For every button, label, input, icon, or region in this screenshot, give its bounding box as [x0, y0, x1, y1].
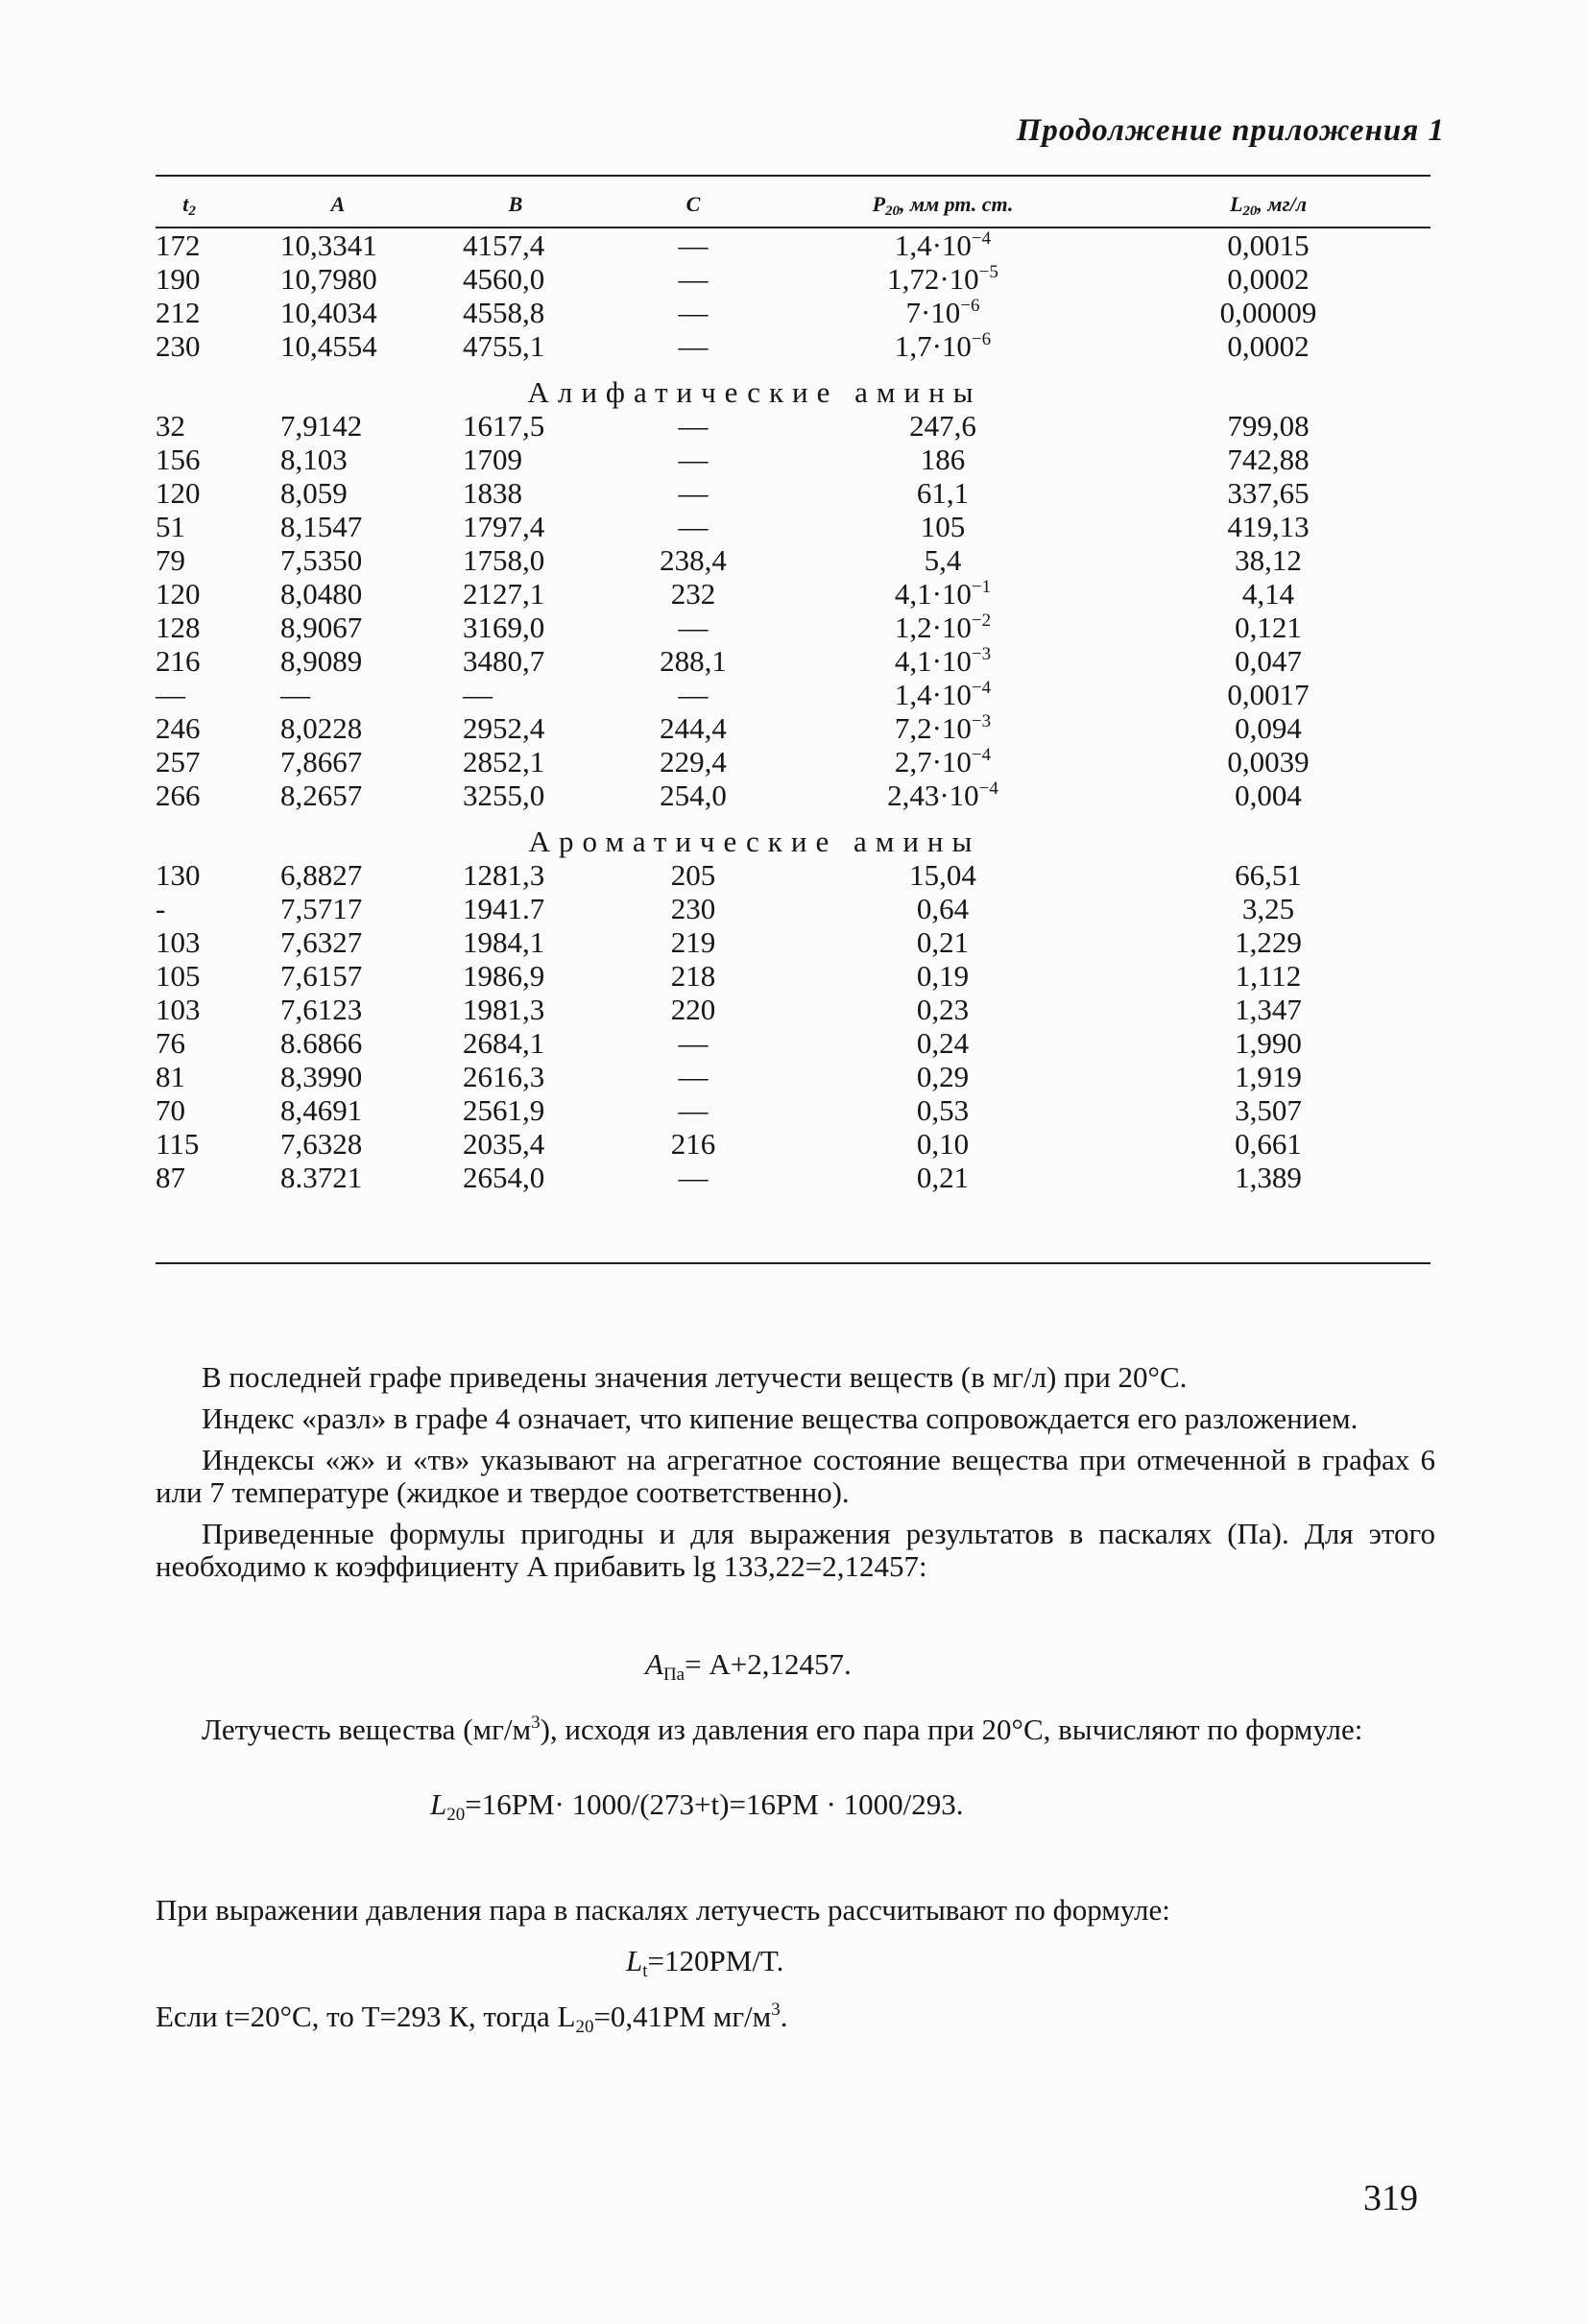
- pascal-paragraph: При выражении давления пара в паскалях летучесть рассчитывают по формуле:: [156, 1893, 1170, 1927]
- cell-t: 70: [156, 1093, 185, 1127]
- cell-p: 105: [920, 510, 966, 543]
- cell-l: 337,65: [1227, 476, 1310, 510]
- cell-t: 79: [156, 543, 185, 577]
- cell-b: 2616,3: [463, 1060, 545, 1093]
- cell-c: —: [678, 1026, 709, 1060]
- cell-a: 7,5717: [280, 892, 363, 925]
- cell-p: $1,2\cdot 10^{-2}$: [894, 611, 992, 644]
- cell-a: 8.3721: [280, 1161, 363, 1194]
- page-number: 319: [1363, 2178, 1418, 2218]
- cell-t: 120: [156, 577, 201, 611]
- cell-t: 156: [156, 443, 201, 476]
- table-row: [156, 858, 1431, 892]
- cell-l: 0,004: [1235, 779, 1302, 812]
- cell-l: 1,112: [1235, 959, 1302, 993]
- cell-p: 0,19: [916, 959, 970, 993]
- formula-a-pa: $A_{Па}= A+2,12457$.: [645, 1647, 852, 1685]
- cell-l: 66,51: [1235, 858, 1302, 892]
- section-aliphatic-amines: [156, 374, 1431, 409]
- table-row: [156, 476, 1431, 510]
- section-aromatic-amines: [156, 824, 1431, 858]
- volatility-table: [156, 184, 1431, 1194]
- table-row: [156, 1060, 1431, 1093]
- cell-b: 2852,1: [463, 745, 545, 779]
- cell-p: $1,7\cdot 10^{-6}$: [894, 329, 992, 363]
- table-header-row: [156, 184, 1431, 228]
- cell-a: 8,9067: [280, 611, 363, 644]
- cell-l: 799,08: [1227, 409, 1310, 443]
- notes-block: [156, 1360, 1435, 1592]
- cell-b: 4558,8: [463, 296, 545, 329]
- table-row: [156, 1161, 1431, 1194]
- cell-p: 0,23: [916, 993, 970, 1026]
- cell-c: —: [678, 510, 709, 543]
- cell-c: —: [678, 296, 709, 329]
- cell-t: 120: [156, 476, 201, 510]
- table-row: [156, 745, 1431, 779]
- cell-t: 172: [156, 228, 201, 262]
- table-row: [156, 611, 1431, 644]
- cell-t: —: [156, 678, 185, 711]
- cell-p: $7\cdot 10^{-6}$: [905, 296, 980, 329]
- cell-l: 3,25: [1241, 892, 1295, 925]
- cell-b: 1984,1: [463, 925, 545, 959]
- table-row: [156, 543, 1431, 577]
- cell-l: 0,0002: [1227, 329, 1310, 363]
- cell-b: 2035,4: [463, 1127, 545, 1161]
- cell-a: 6,8827: [280, 858, 363, 892]
- cell-l: 0,00009: [1219, 296, 1317, 329]
- cell-c: —: [678, 228, 709, 262]
- cell-b: 1838: [463, 476, 522, 510]
- header-b: B: [508, 191, 523, 216]
- section-aromatic-amines-label: Ароматические амины: [528, 824, 981, 858]
- note-2: Индекс «разл» в графе 4 означает, что кипение вещества сопровождается его разложением.: [202, 1402, 1359, 1435]
- cell-t: -: [156, 892, 166, 925]
- cell-b: 4157,4: [463, 228, 545, 262]
- cell-p: 0,21: [916, 925, 970, 959]
- header-p20: $P_{20}$, мм рт. ст.: [872, 191, 1014, 219]
- cell-c: —: [678, 476, 709, 510]
- cell-b: 3169,0: [463, 611, 545, 644]
- cell-a: 7,6123: [280, 993, 363, 1026]
- cell-c: 218: [670, 959, 716, 993]
- cell-l: 1,229: [1235, 925, 1302, 959]
- cell-l: 0,0002: [1227, 262, 1310, 296]
- header-t2: $t_2$: [182, 191, 196, 219]
- cell-a: 7,6327: [280, 925, 363, 959]
- cell-p: 0,24: [916, 1026, 970, 1060]
- cell-t: 230: [156, 329, 201, 363]
- cell-t: 246: [156, 711, 201, 745]
- cell-a: 8,103: [280, 443, 348, 476]
- cell-a: 7,5350: [280, 543, 363, 577]
- page-header: Продолжение приложения 1: [1016, 113, 1445, 148]
- cell-a: 10,4554: [280, 329, 377, 363]
- cell-l: 38,12: [1235, 543, 1302, 577]
- cell-a: 8,1547: [280, 510, 363, 543]
- cell-c: —: [678, 262, 709, 296]
- cell-l: 3,507: [1235, 1093, 1302, 1127]
- cell-p: 0,10: [916, 1127, 970, 1161]
- cell-p: $1,4\cdot 10^{-4}$: [894, 228, 992, 262]
- cell-t: 128: [156, 611, 201, 644]
- table-row: [156, 1127, 1431, 1161]
- cell-b: 2561,9: [463, 1093, 545, 1127]
- cell-t: 216: [156, 644, 201, 678]
- cell-p: 0,53: [916, 1093, 970, 1127]
- cell-b: 2684,1: [463, 1026, 545, 1060]
- formula-l20: $L_{20}=16PM\cdot 1000/(273+t)=16PM \cdot 1000/293$.: [430, 1787, 964, 1825]
- cell-l: 0,0015: [1227, 228, 1310, 262]
- cell-c: 229,4: [660, 745, 727, 779]
- cell-c: —: [678, 329, 709, 363]
- cell-p: 247,6: [909, 409, 976, 443]
- table-row: [156, 993, 1431, 1026]
- cell-l: 0,661: [1235, 1127, 1302, 1161]
- volatility-paragraph: Летучесть вещества $(мг/м^3)$, исходя из давления его пара при 20°С, вычисляют по формуле:: [202, 1713, 1363, 1746]
- cell-c: —: [678, 409, 709, 443]
- cell-p: $7,2\cdot 10^{-3}$: [894, 711, 992, 745]
- cell-p: 0,29: [916, 1060, 970, 1093]
- table-row: [156, 678, 1431, 711]
- cell-c: 232: [670, 577, 716, 611]
- cell-b: 1981,3: [463, 993, 545, 1026]
- cell-c: 216: [670, 1127, 716, 1161]
- table-row: [156, 644, 1431, 678]
- cell-c: 288,1: [660, 644, 727, 678]
- table-row: [156, 711, 1431, 745]
- cell-p: $1,4\cdot 10^{-4}$: [894, 678, 992, 711]
- cell-c: 219: [670, 925, 716, 959]
- table-row: [156, 510, 1431, 543]
- cell-t: 103: [156, 993, 201, 1026]
- note-1: В последней графе приведены значения летучести веществ (в мг/л) при 20°С.: [202, 1360, 1188, 1394]
- cell-a: 10,4034: [280, 296, 377, 329]
- cell-p: $2,7\cdot 10^{-4}$: [894, 745, 992, 779]
- cell-t: 190: [156, 262, 201, 296]
- cell-l: 419,13: [1227, 510, 1310, 543]
- cell-l: 0,094: [1235, 711, 1302, 745]
- header-a: A: [330, 191, 346, 216]
- cell-a: 8,3990: [280, 1060, 363, 1093]
- cell-t: 212: [156, 296, 201, 329]
- cell-a: 8,0480: [280, 577, 363, 611]
- cell-c: 230: [670, 892, 716, 925]
- table-row: [156, 443, 1431, 476]
- cell-a: 8,9089: [280, 644, 363, 678]
- cell-b: 1941.7: [463, 892, 545, 925]
- header-c: C: [685, 191, 701, 216]
- cell-a: 7,6157: [280, 959, 363, 993]
- table-row: [156, 296, 1431, 329]
- table-row: [156, 925, 1431, 959]
- cell-b: —: [463, 678, 493, 711]
- cell-l: 0,0039: [1227, 745, 1310, 779]
- cell-b: 2654,0: [463, 1161, 545, 1194]
- cell-p: $4,1\cdot 10^{-1}$: [894, 577, 992, 611]
- cell-t: 76: [156, 1026, 185, 1060]
- cell-c: —: [678, 1093, 709, 1127]
- cell-l: 0,121: [1235, 611, 1302, 644]
- cell-b: 2952,4: [463, 711, 545, 745]
- cell-p: 0,21: [916, 1161, 970, 1194]
- cell-b: 4755,1: [463, 329, 545, 363]
- cell-p: 61,1: [916, 476, 970, 510]
- table-row: [156, 577, 1431, 611]
- cell-t: 105: [156, 959, 201, 993]
- cell-t: 115: [156, 1127, 200, 1161]
- cell-p: 186: [920, 443, 966, 476]
- cell-b: 2127,1: [463, 577, 545, 611]
- cell-l: 4,14: [1241, 577, 1295, 611]
- table-row: [156, 329, 1431, 363]
- cell-b: 1617,5: [463, 409, 545, 443]
- cell-c: 244,4: [660, 711, 727, 745]
- cell-l: 1,389: [1235, 1161, 1302, 1194]
- cell-b: 4560,0: [463, 262, 545, 296]
- cell-p: 15,04: [909, 858, 976, 892]
- cell-l: 1,347: [1235, 993, 1302, 1026]
- cell-b: 1281,3: [463, 858, 545, 892]
- header-l20: $L_{20}$, мг/л: [1229, 191, 1308, 219]
- note-3: Индексы «ж» и «тв» указывают на агрегатное состояние вещества при отмеченной в графах 6 или 7 температуре (жидкое и твердое соответственно).: [156, 1443, 1435, 1509]
- cell-l: 1,919: [1235, 1060, 1302, 1093]
- cell-c: 205: [670, 858, 716, 892]
- table-row: [156, 1093, 1431, 1127]
- cell-a: 7,6328: [280, 1127, 363, 1161]
- cell-b: 1709: [463, 443, 522, 476]
- cell-a: 8,2657: [280, 779, 363, 812]
- cell-t: 130: [156, 858, 201, 892]
- cell-t: 51: [156, 510, 185, 543]
- cell-t: 266: [156, 779, 201, 812]
- cell-c: —: [678, 1060, 709, 1093]
- cell-b: 1986,9: [463, 959, 545, 993]
- cell-t: 87: [156, 1161, 185, 1194]
- cell-l: 1,990: [1235, 1026, 1302, 1060]
- cell-a: —: [280, 678, 310, 711]
- cell-l: 0,047: [1235, 644, 1302, 678]
- section-aliphatic-amines-label: Алифатические амины: [527, 374, 982, 409]
- table-row: [156, 409, 1431, 443]
- cell-a: 8,0228: [280, 711, 363, 745]
- cell-b: 1758,0: [463, 543, 545, 577]
- cell-b: 3255,0: [463, 779, 545, 812]
- cell-c: —: [678, 611, 709, 644]
- cell-b: 1797,4: [463, 510, 545, 543]
- cell-a: 7,9142: [280, 409, 363, 443]
- table-row: [156, 1026, 1431, 1060]
- cell-t: 81: [156, 1060, 185, 1093]
- table-row: [156, 892, 1431, 925]
- cell-l: 0,0017: [1227, 678, 1310, 711]
- table-row: [156, 959, 1431, 993]
- cell-b: 3480,7: [463, 644, 545, 678]
- cell-p: $2,43\cdot 10^{-4}$: [887, 779, 998, 812]
- table-bottom-rule: [156, 1262, 1431, 1264]
- formula-lt: $L_t=120PM/T$.: [626, 1944, 784, 1981]
- cell-a: 8,4691: [280, 1093, 363, 1127]
- table-top-rule: [156, 175, 1431, 177]
- cell-p: $1,72\cdot 10^{-5}$: [887, 262, 998, 296]
- cell-a: 8.6866: [280, 1026, 363, 1060]
- table-row: [156, 262, 1431, 296]
- cell-c: —: [678, 1161, 709, 1194]
- cell-a: 10,3341: [280, 228, 377, 262]
- cell-c: 238,4: [660, 543, 727, 577]
- cell-p: $4,1\cdot 10^{-3}$: [894, 644, 992, 678]
- cell-c: —: [678, 678, 709, 711]
- cell-t: 257: [156, 745, 201, 779]
- table-row: [156, 228, 1431, 262]
- cell-l: 742,88: [1227, 443, 1310, 476]
- cell-c: 220: [670, 993, 716, 1026]
- cell-t: 103: [156, 925, 201, 959]
- cell-c: 254,0: [660, 779, 727, 812]
- cell-a: 7,8667: [280, 745, 363, 779]
- cell-c: —: [678, 443, 709, 476]
- note-4: Приведенные формулы пригодны и для выражения результатов в паскалях (Па). Для этого необходимо к коэффициенту A прибавить lg 133,22=2,12457:: [156, 1517, 1435, 1583]
- cell-a: 8,059: [280, 476, 348, 510]
- cell-p: 5,4: [924, 543, 962, 577]
- cell-p: 0,64: [916, 892, 970, 925]
- cell-t: 32: [156, 409, 185, 443]
- cell-a: 10,7980: [280, 262, 377, 296]
- condition-paragraph: Если t=20°С, то T=293 К, тогда $L_{20}=0,41PM$ $мг/м^3$.: [156, 2000, 788, 2037]
- table-row: [156, 779, 1431, 812]
